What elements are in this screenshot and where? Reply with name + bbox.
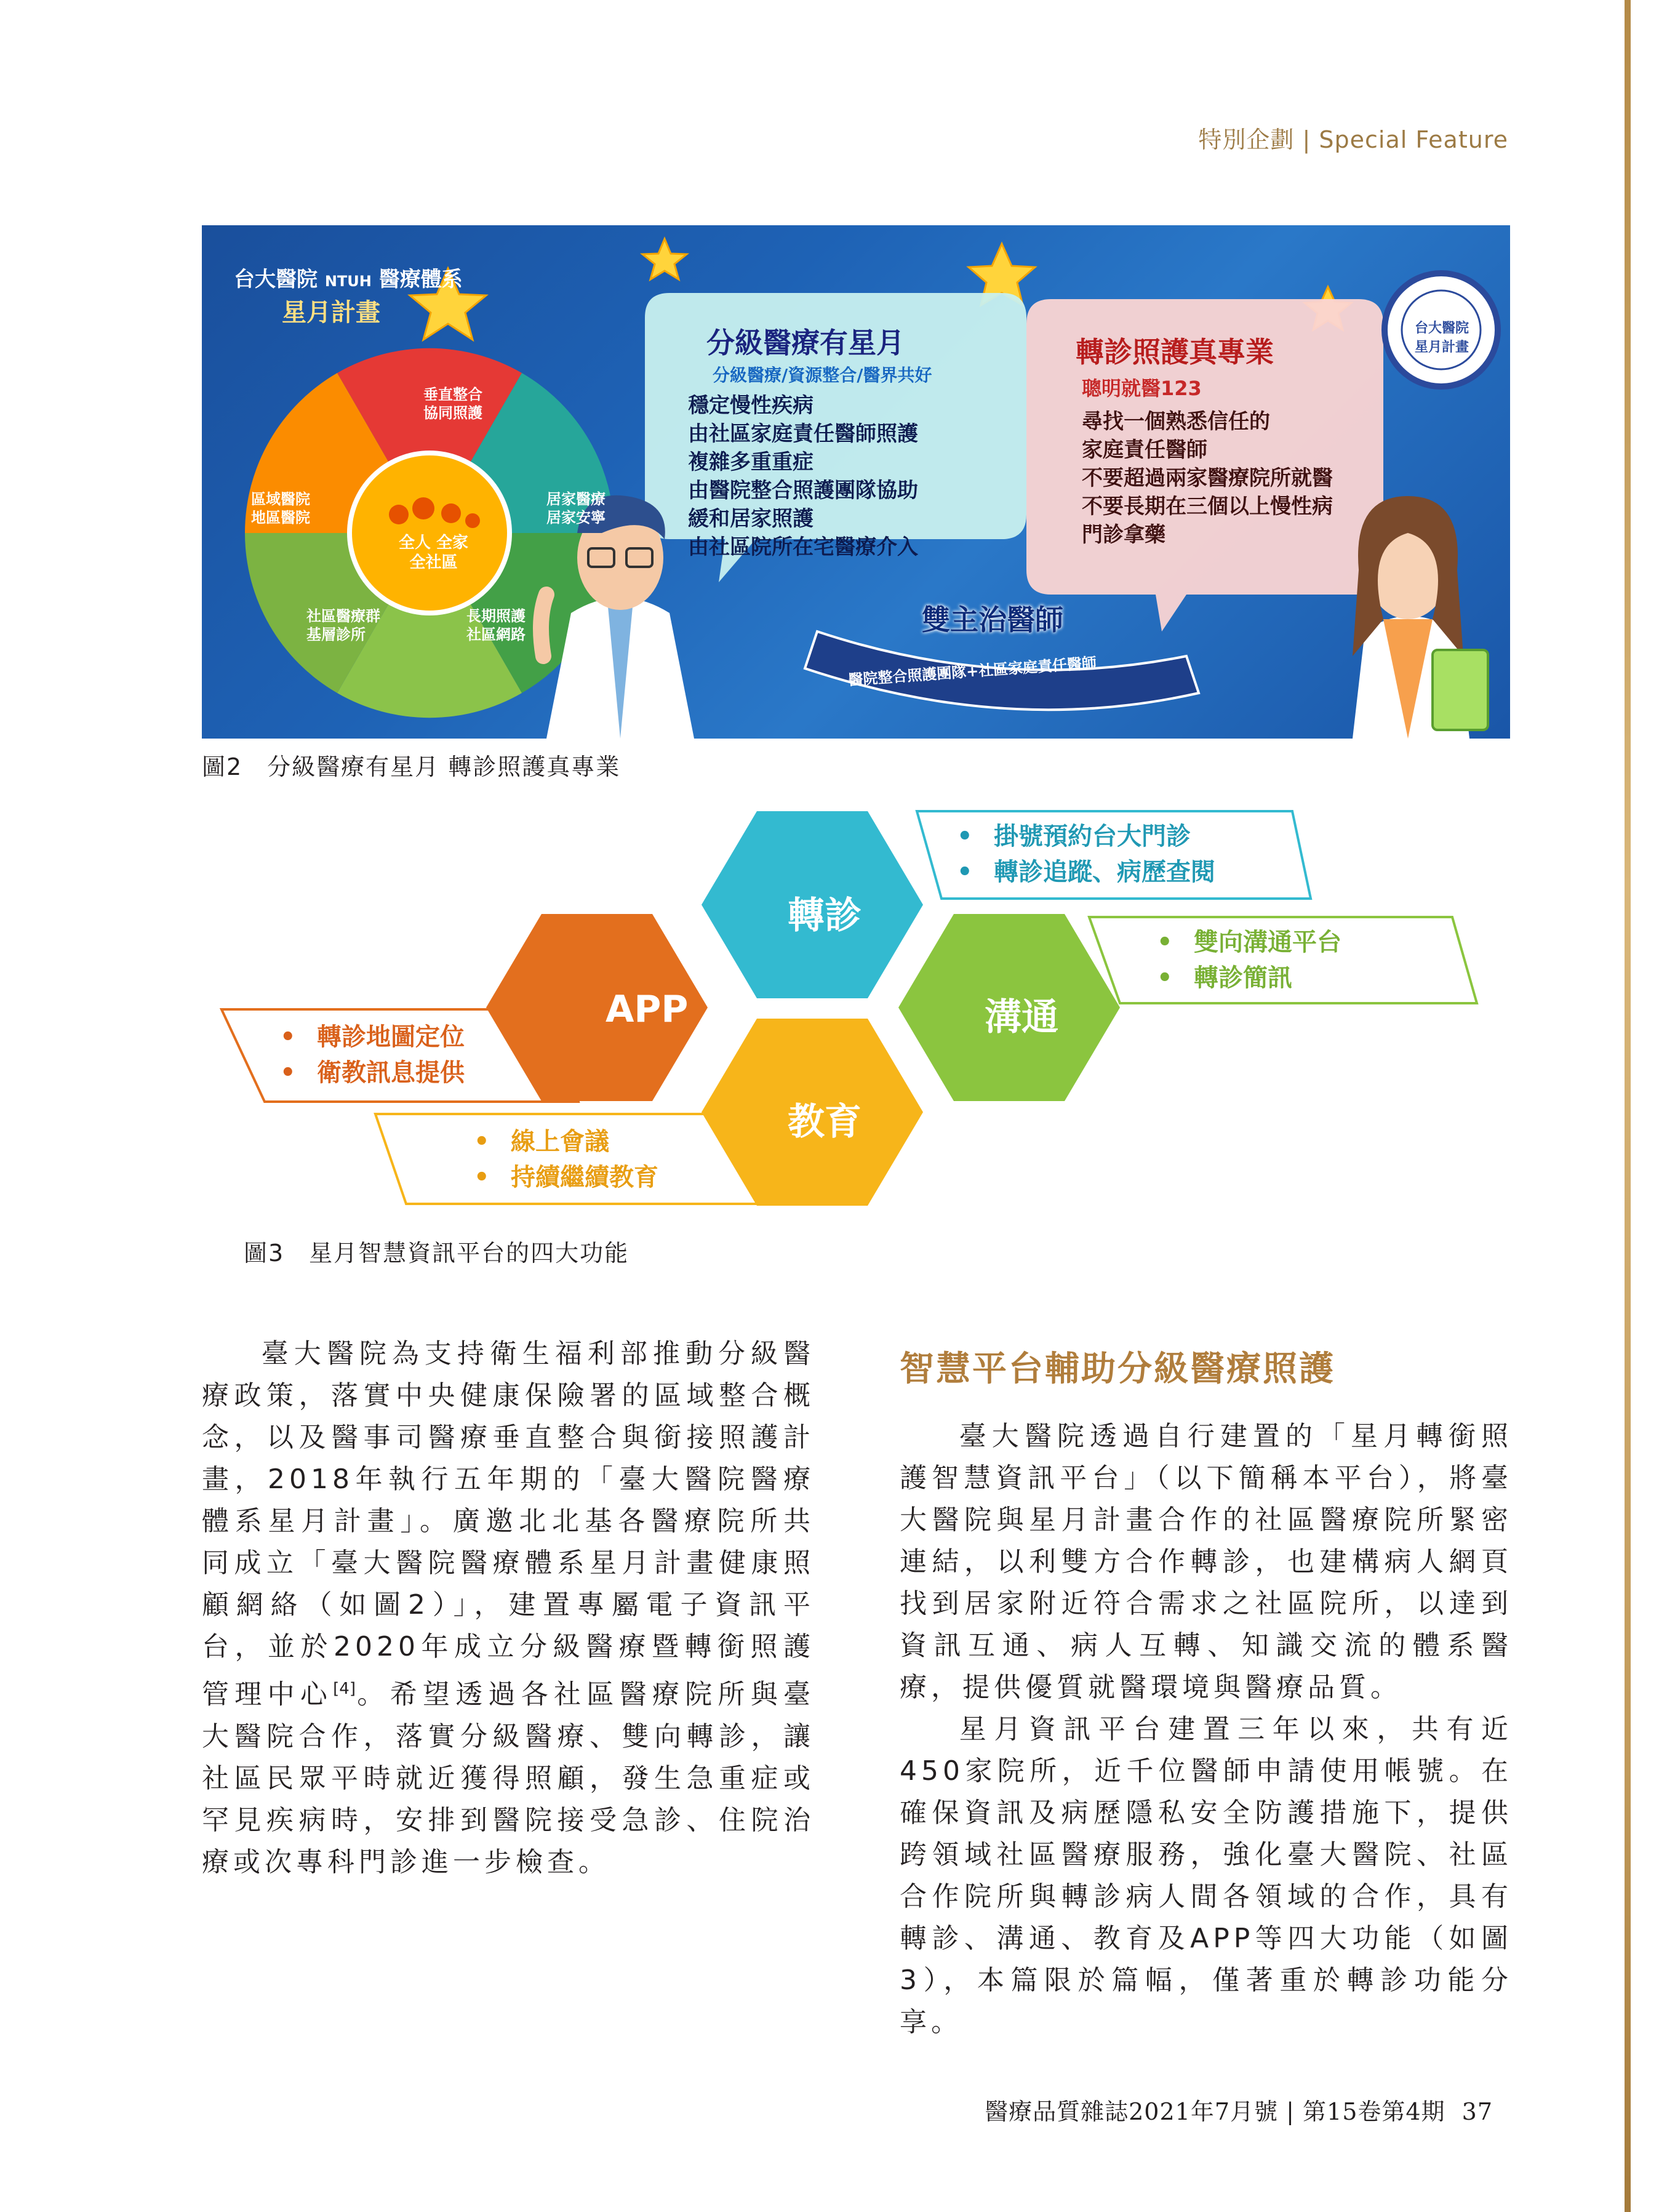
logo-hospital: 台大醫院 NTUH 醫療體系	[234, 267, 463, 292]
logo-plan-name: 星月計畫	[282, 299, 380, 327]
box-education-list	[474, 1124, 658, 1195]
page-footer	[985, 2093, 1493, 2126]
hex-label-app: APP	[606, 988, 689, 1031]
wheel-center-label: 全人 全家 全社區	[399, 534, 469, 572]
female-doctor-illustration	[1353, 496, 1488, 739]
bubble2-title: 轉診照護真專業	[1076, 335, 1274, 369]
star-icon	[642, 239, 687, 279]
bubble2-subtitle: 聰明就醫123	[1082, 377, 1202, 400]
header-separator: |	[1302, 126, 1311, 153]
journal-name: 醫療品質雜誌2021年7月號	[985, 2098, 1279, 2125]
box-communication-item: • 轉診簡訊	[1157, 964, 1292, 992]
box-app-item: • 衛教訊息提供	[280, 1059, 465, 1087]
bubble2-item: 尋找一個熟悉信任的	[1082, 409, 1270, 434]
bubble1-item: 由社區家庭責任醫師照護	[688, 422, 918, 446]
bubble1-list	[688, 391, 918, 561]
bubble2-item: 門診拿藥	[1082, 523, 1165, 547]
hex-label-referral: 轉診	[788, 894, 861, 937]
box-app-list	[280, 1019, 465, 1091]
box-education-item: • 線上會議	[474, 1128, 609, 1156]
banner-subtitle: 醫院整合照護團隊+社區家庭責任醫師	[847, 654, 1097, 689]
page-number: 37	[1461, 2098, 1493, 2125]
bubble2-list	[1082, 407, 1333, 549]
figure-2-infographic	[202, 225, 1510, 739]
figure-2-caption: 圖2 分級醫療有星月 轉診照護真專業	[202, 753, 621, 780]
bubble1-item: 緩和居家照護	[688, 507, 814, 531]
section-title: 智慧平台輔助分級醫療照護	[900, 1349, 1335, 1389]
bubble2-item: 家庭責任醫師	[1082, 438, 1207, 462]
box-app-item: • 轉診地圖定位	[280, 1023, 465, 1051]
right-column-text	[900, 1416, 1513, 2043]
box-referral-list	[957, 819, 1215, 890]
bubble2-item: 不要超過兩家醫療院所就醫	[1082, 466, 1333, 491]
box-education-item: • 持續繼續教育	[474, 1163, 658, 1192]
right-paragraph-1: 臺大醫院透過自行建置的「星月轉銜照護智慧資訊平台」（以下簡稱本平台），將臺大醫院與星月計畫合作的社區醫療院所緊密連結，以利雙方合作轉診，也建構病人網頁找到居家附近符合需求之社區院所，以達到資訊互通、病人互轉、知識交流的體系醫療，提供優質就醫環境與醫療品質。	[900, 1421, 1513, 1703]
bubble1-item: 由社區院所在宅醫療介入	[688, 535, 918, 559]
wheel-label-right: 居家醫療 居家安寧	[546, 491, 606, 526]
banner-title: 雙主治醫師	[922, 603, 1063, 636]
wheel-label-bottom-right: 長期照護 社區網路	[466, 607, 526, 643]
section-label: 特別企劃	[1198, 126, 1295, 153]
hex-label-education: 教育	[788, 1100, 861, 1144]
section-header	[1198, 121, 1508, 154]
wheel-label-left: 區域醫院 地區醫院	[251, 491, 310, 526]
wheel-label-bottom-left: 社區醫療群 基層診所	[306, 607, 380, 643]
box-communication-list	[1157, 924, 1341, 996]
footer-separator: |	[1286, 2098, 1295, 2125]
bubble1-title: 分級醫療有星月	[706, 326, 905, 359]
seal-text: 台大醫院 星月計畫	[1414, 321, 1469, 355]
bubble1-subtitle: 分級醫療/資源整合/醫界共好	[713, 365, 932, 385]
section-label-en: Special Feature	[1319, 126, 1508, 153]
box-referral-item: • 掛號預約台大門診	[957, 822, 1191, 851]
left-column-text	[202, 1333, 815, 1883]
figure-3-caption: 圖3 星月智慧資訊平台的四大功能	[244, 1240, 630, 1267]
reference-marker: [4]	[333, 1680, 356, 1698]
hex-label-communication: 溝通	[985, 996, 1058, 1039]
bubble1-item: 複雜多重重症	[688, 450, 814, 475]
box-referral-item: • 轉診追蹤、病歷查閱	[957, 858, 1215, 886]
bubble2-item: 不要長期在三個以上慢性病	[1082, 494, 1333, 519]
right-paragraph-2: 星月資訊平台建置三年以來，共有近450家院所，近千位醫師申請使用帳號。在確保資訊及病歷隱私安全防護措施下，提供跨領域社區醫療服務，強化臺大醫院、社區合作院所與轉診病人間各領域的合作，具有轉診、溝通、教育及APP等四大功能（如圖3），本篇限於篇幅，僅著重於轉診功能分享。	[900, 1713, 1513, 2038]
gold-edge-rule	[1625, 0, 1631, 2212]
wheel-label-top: 垂直整合 協同照護	[423, 386, 482, 422]
left-paragraph: 臺大醫院為支持衛生福利部推動分級醫療政策，落實中央健康保險署的區域整合概念，以及醫事司醫療垂直整合與銜接照護計畫，2018年執行五年期的「臺大醫院醫療體系星月計畫」。廣邀北北基各醫療院所共同成立「臺大醫院醫療體系星月計畫健康照顧網絡（如圖2）」，建置專屬電子資訊平台，並於2020年成立分級醫療暨轉銜照護管理中心[4]。希望透過各社區醫療院所與臺大醫院合作，落實分級醫療、雙向轉診，讓社區民眾平時就近獲得照顧，發生急重症或罕見疾病時，安排到醫院接受急診、住院治療或次專科門診進一步檢查。	[202, 1338, 815, 1878]
box-communication-item: • 雙向溝通平台	[1157, 928, 1341, 956]
issue-number: 第15卷第4期	[1303, 2098, 1445, 2125]
bubble1-item: 穩定慢性疾病	[688, 393, 814, 418]
figure-3-diagram	[185, 800, 1508, 1231]
bubble1-item: 由醫院整合照護團隊協助	[688, 478, 918, 503]
